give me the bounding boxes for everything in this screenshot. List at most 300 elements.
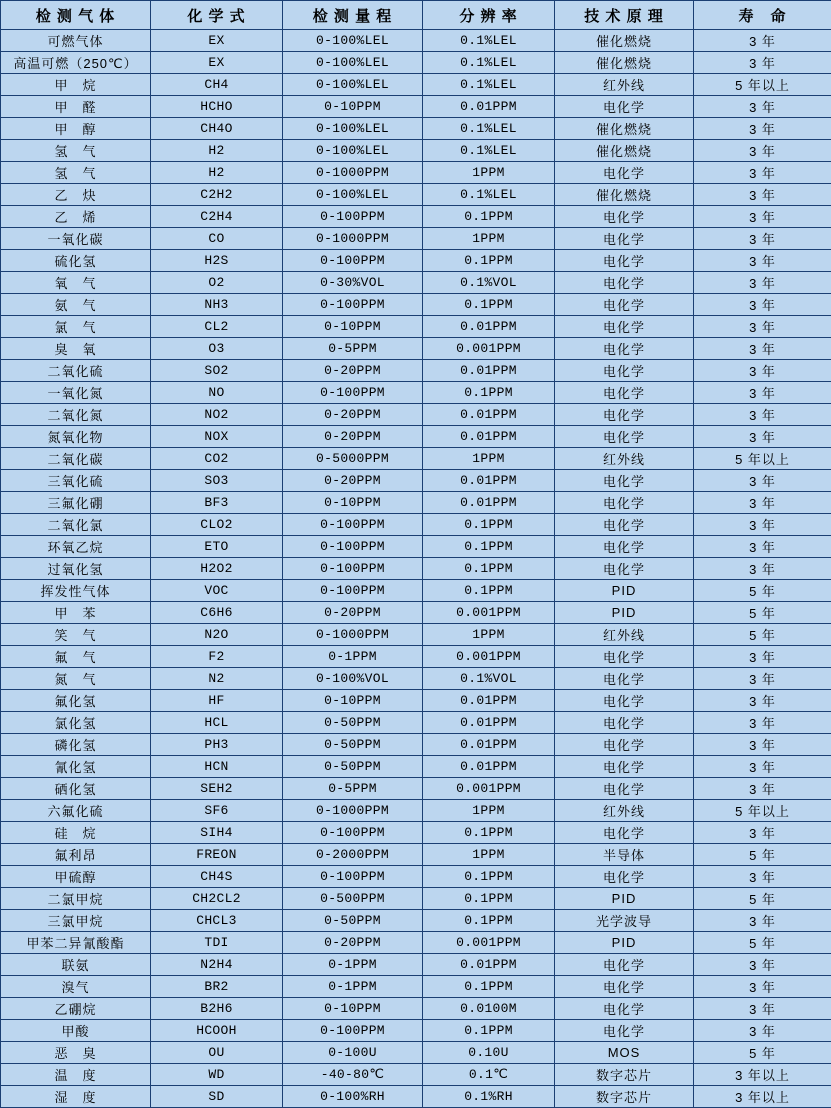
cell-chemical-formula: C6H6 <box>151 602 283 624</box>
table-row <box>1 602 831 624</box>
table-row <box>1 558 831 580</box>
table-row <box>1 712 831 734</box>
cell-resolution: 0.01PPM <box>423 756 555 778</box>
cell-technical-principle: 催化燃烧 <box>555 52 694 74</box>
cell-gas-name: 甲 苯 <box>1 602 151 624</box>
cell-chemical-formula: CLO2 <box>151 514 283 536</box>
table-row <box>1 470 831 492</box>
cell-detection-range: 0-100%RH <box>283 1086 423 1108</box>
cell-detection-range: 0-1000PPM <box>283 800 423 822</box>
cell-lifetime: 3 年 <box>694 558 831 580</box>
cell-technical-principle: 电化学 <box>555 514 694 536</box>
table-header <box>1 1 831 30</box>
cell-technical-principle: 电化学 <box>555 162 694 184</box>
cell-gas-name: 过氧化氢 <box>1 558 151 580</box>
column-header-formula: 化 学 式 <box>151 1 283 30</box>
cell-lifetime: 3 年 <box>694 822 831 844</box>
cell-chemical-formula: WD <box>151 1064 283 1086</box>
cell-gas-name: 二氧化硫 <box>1 360 151 382</box>
cell-lifetime: 5 年 <box>694 1042 831 1064</box>
cell-chemical-formula: HCHO <box>151 96 283 118</box>
cell-resolution: 0.001PPM <box>423 602 555 624</box>
cell-technical-principle: 电化学 <box>555 668 694 690</box>
cell-technical-principle: 电化学 <box>555 976 694 998</box>
cell-technical-principle: 电化学 <box>555 338 694 360</box>
cell-technical-principle: 光学波导 <box>555 910 694 932</box>
cell-detection-range: 0-1PPM <box>283 954 423 976</box>
cell-gas-name: 三氧化硫 <box>1 470 151 492</box>
cell-chemical-formula: C2H2 <box>151 184 283 206</box>
cell-gas-name: 硫化氢 <box>1 250 151 272</box>
cell-chemical-formula: SO3 <box>151 470 283 492</box>
table-row <box>1 404 831 426</box>
cell-gas-name: 二氧化氯 <box>1 514 151 536</box>
table-row <box>1 844 831 866</box>
cell-chemical-formula: OU <box>151 1042 283 1064</box>
cell-detection-range: 0-100%LEL <box>283 184 423 206</box>
cell-technical-principle: 电化学 <box>555 492 694 514</box>
table-row <box>1 932 831 954</box>
cell-lifetime: 3 年 <box>694 250 831 272</box>
table-row <box>1 140 831 162</box>
cell-technical-principle: 数字芯片 <box>555 1064 694 1086</box>
cell-technical-principle: 电化学 <box>555 404 694 426</box>
cell-detection-range: 0-50PPM <box>283 712 423 734</box>
cell-technical-principle: 电化学 <box>555 734 694 756</box>
cell-detection-range: 0-50PPM <box>283 910 423 932</box>
cell-resolution: 0.01PPM <box>423 492 555 514</box>
table-row <box>1 778 831 800</box>
cell-lifetime: 3 年 <box>694 316 831 338</box>
cell-resolution: 0.1%VOL <box>423 272 555 294</box>
cell-technical-principle: 电化学 <box>555 206 694 228</box>
cell-technical-principle: 电化学 <box>555 822 694 844</box>
table-row <box>1 118 831 140</box>
cell-detection-range: 0-100PPM <box>283 250 423 272</box>
cell-gas-name: 甲苯二异氰酸酯 <box>1 932 151 954</box>
cell-resolution: 0.001PPM <box>423 778 555 800</box>
cell-resolution: 0.01PPM <box>423 426 555 448</box>
table-row <box>1 184 831 206</box>
cell-chemical-formula: NO2 <box>151 404 283 426</box>
cell-chemical-formula: H2S <box>151 250 283 272</box>
table-row <box>1 52 831 74</box>
cell-detection-range: 0-1PPM <box>283 646 423 668</box>
cell-gas-name: 氢 气 <box>1 140 151 162</box>
cell-lifetime: 5 年 <box>694 888 831 910</box>
cell-gas-name: 甲 醇 <box>1 118 151 140</box>
cell-technical-principle: 电化学 <box>555 228 694 250</box>
cell-lifetime: 5 年以上 <box>694 74 831 96</box>
cell-resolution: 0.1%LEL <box>423 52 555 74</box>
cell-lifetime: 5 年 <box>694 602 831 624</box>
cell-chemical-formula: HCL <box>151 712 283 734</box>
table-row <box>1 756 831 778</box>
cell-technical-principle: PID <box>555 602 694 624</box>
cell-detection-range: 0-10PPM <box>283 690 423 712</box>
cell-lifetime: 3 年 <box>694 404 831 426</box>
cell-lifetime: 3 年 <box>694 52 831 74</box>
cell-gas-name: 氯化氢 <box>1 712 151 734</box>
cell-lifetime: 3 年 <box>694 756 831 778</box>
cell-chemical-formula: HCOOH <box>151 1020 283 1042</box>
cell-detection-range: 0-100PPM <box>283 580 423 602</box>
cell-detection-range: 0-10PPM <box>283 492 423 514</box>
cell-chemical-formula: NOX <box>151 426 283 448</box>
cell-lifetime: 5 年 <box>694 932 831 954</box>
cell-technical-principle: 数字芯片 <box>555 1086 694 1108</box>
cell-resolution: 0.1PPM <box>423 294 555 316</box>
cell-technical-principle: 电化学 <box>555 866 694 888</box>
cell-resolution: 1PPM <box>423 844 555 866</box>
cell-gas-name: 高温可燃（250℃） <box>1 52 151 74</box>
cell-detection-range: 0-20PPM <box>283 360 423 382</box>
cell-gas-name: 硒化氢 <box>1 778 151 800</box>
cell-technical-principle: 红外线 <box>555 74 694 96</box>
cell-detection-range: 0-1PPM <box>283 976 423 998</box>
cell-resolution: 0.1%LEL <box>423 74 555 96</box>
cell-chemical-formula: CL2 <box>151 316 283 338</box>
cell-lifetime: 3 年 <box>694 272 831 294</box>
cell-lifetime: 3 年 <box>694 1020 831 1042</box>
cell-chemical-formula: CO <box>151 228 283 250</box>
cell-resolution: 0.001PPM <box>423 646 555 668</box>
cell-technical-principle: 电化学 <box>555 426 694 448</box>
table-row <box>1 162 831 184</box>
cell-resolution: 1PPM <box>423 162 555 184</box>
cell-gas-name: 氮氧化物 <box>1 426 151 448</box>
cell-resolution: 0.01PPM <box>423 470 555 492</box>
cell-detection-range: 0-100PPM <box>283 514 423 536</box>
cell-chemical-formula: N2 <box>151 668 283 690</box>
cell-gas-name: 臭 氧 <box>1 338 151 360</box>
cell-lifetime: 3 年 <box>694 910 831 932</box>
column-header-gas: 检 测 气 体 <box>1 1 151 30</box>
table-row <box>1 448 831 470</box>
cell-resolution: 0.01PPM <box>423 734 555 756</box>
cell-detection-range: 0-100PPM <box>283 294 423 316</box>
cell-detection-range: 0-10PPM <box>283 96 423 118</box>
cell-chemical-formula: C2H4 <box>151 206 283 228</box>
table-row <box>1 492 831 514</box>
table-row <box>1 514 831 536</box>
cell-chemical-formula: PH3 <box>151 734 283 756</box>
cell-lifetime: 3 年 <box>694 118 831 140</box>
cell-technical-principle: 电化学 <box>555 712 694 734</box>
cell-gas-name: 氧 气 <box>1 272 151 294</box>
cell-gas-name: 磷化氢 <box>1 734 151 756</box>
cell-chemical-formula: SD <box>151 1086 283 1108</box>
column-header-resolution: 分 辨 率 <box>423 1 555 30</box>
cell-resolution: 0.01PPM <box>423 690 555 712</box>
table-row <box>1 316 831 338</box>
cell-chemical-formula: H2O2 <box>151 558 283 580</box>
cell-lifetime: 3 年 <box>694 690 831 712</box>
table-row <box>1 1020 831 1042</box>
cell-technical-principle: 催化燃烧 <box>555 140 694 162</box>
cell-detection-range: 0-100U <box>283 1042 423 1064</box>
cell-lifetime: 3 年 <box>694 228 831 250</box>
cell-detection-range: 0-5PPM <box>283 338 423 360</box>
table-row <box>1 30 831 52</box>
cell-resolution: 0.1PPM <box>423 822 555 844</box>
cell-gas-name: 联氨 <box>1 954 151 976</box>
cell-detection-range: 0-1000PPM <box>283 228 423 250</box>
cell-gas-name: 乙 烯 <box>1 206 151 228</box>
cell-resolution: 0.01PPM <box>423 404 555 426</box>
cell-resolution: 0.1℃ <box>423 1064 555 1086</box>
cell-gas-name: 氢 气 <box>1 162 151 184</box>
cell-gas-name: 湿 度 <box>1 1086 151 1108</box>
table-row <box>1 866 831 888</box>
cell-lifetime: 3 年以上 <box>694 1086 831 1108</box>
cell-technical-principle: 电化学 <box>555 756 694 778</box>
cell-chemical-formula: BR2 <box>151 976 283 998</box>
column-header-lifetime: 寿 命 <box>694 1 831 30</box>
cell-resolution: 0.1PPM <box>423 206 555 228</box>
cell-detection-range: 0-100%LEL <box>283 118 423 140</box>
cell-lifetime: 3 年 <box>694 492 831 514</box>
cell-detection-range: 0-50PPM <box>283 756 423 778</box>
cell-resolution: 0.1%LEL <box>423 30 555 52</box>
cell-resolution: 0.1PPM <box>423 580 555 602</box>
cell-resolution: 0.01PPM <box>423 954 555 976</box>
cell-chemical-formula: N2O <box>151 624 283 646</box>
table-row <box>1 1086 831 1108</box>
cell-detection-range: 0-1000PPM <box>283 624 423 646</box>
cell-gas-name: 三氟化硼 <box>1 492 151 514</box>
cell-chemical-formula: HCN <box>151 756 283 778</box>
cell-technical-principle: PID <box>555 888 694 910</box>
table-row <box>1 206 831 228</box>
cell-gas-name: 硅 烷 <box>1 822 151 844</box>
cell-detection-range: 0-100%VOL <box>283 668 423 690</box>
column-header-principle: 技 术 原 理 <box>555 1 694 30</box>
cell-technical-principle: 电化学 <box>555 470 694 492</box>
cell-detection-range: 0-5PPM <box>283 778 423 800</box>
cell-chemical-formula: CH4S <box>151 866 283 888</box>
cell-resolution: 0.01PPM <box>423 316 555 338</box>
cell-chemical-formula: EX <box>151 52 283 74</box>
cell-detection-range: 0-100PPM <box>283 866 423 888</box>
cell-resolution: 1PPM <box>423 448 555 470</box>
cell-technical-principle: 红外线 <box>555 800 694 822</box>
cell-detection-range: 0-1000PPM <box>283 162 423 184</box>
cell-resolution: 0.1PPM <box>423 558 555 580</box>
table-row <box>1 624 831 646</box>
cell-detection-range: 0-100PPM <box>283 822 423 844</box>
column-header-range: 检 测 量 程 <box>283 1 423 30</box>
cell-chemical-formula: SO2 <box>151 360 283 382</box>
cell-resolution: 0.1%RH <box>423 1086 555 1108</box>
table-row <box>1 96 831 118</box>
cell-technical-principle: 电化学 <box>555 96 694 118</box>
table-row <box>1 822 831 844</box>
cell-detection-range: 0-20PPM <box>283 602 423 624</box>
cell-gas-name: 三氯甲烷 <box>1 910 151 932</box>
table-row <box>1 954 831 976</box>
cell-chemical-formula: H2 <box>151 162 283 184</box>
cell-chemical-formula: CH4 <box>151 74 283 96</box>
table-body <box>1 30 831 1108</box>
cell-detection-range: 0-100PPM <box>283 382 423 404</box>
cell-chemical-formula: TDI <box>151 932 283 954</box>
table-row <box>1 250 831 272</box>
cell-gas-name: 乙硼烷 <box>1 998 151 1020</box>
cell-resolution: 0.1PPM <box>423 866 555 888</box>
table-row <box>1 690 831 712</box>
cell-chemical-formula: BF3 <box>151 492 283 514</box>
cell-resolution: 0.1%LEL <box>423 118 555 140</box>
cell-technical-principle: PID <box>555 580 694 602</box>
cell-resolution: 0.1%LEL <box>423 140 555 162</box>
cell-detection-range: 0-100PPM <box>283 558 423 580</box>
table-row <box>1 228 831 250</box>
table-row <box>1 976 831 998</box>
cell-lifetime: 3 年 <box>694 712 831 734</box>
cell-resolution: 0.01PPM <box>423 712 555 734</box>
table-row <box>1 998 831 1020</box>
cell-lifetime: 3 年 <box>694 30 831 52</box>
cell-chemical-formula: CH4O <box>151 118 283 140</box>
table-row <box>1 294 831 316</box>
cell-gas-name: 环氧乙烷 <box>1 536 151 558</box>
cell-chemical-formula: ETO <box>151 536 283 558</box>
cell-resolution: 0.1%LEL <box>423 184 555 206</box>
table-row <box>1 1042 831 1064</box>
cell-technical-principle: 电化学 <box>555 646 694 668</box>
cell-lifetime: 3 年 <box>694 998 831 1020</box>
cell-detection-range: -40-80℃ <box>283 1064 423 1086</box>
cell-technical-principle: 半导体 <box>555 844 694 866</box>
cell-gas-name: 二氧化碳 <box>1 448 151 470</box>
cell-lifetime: 3 年 <box>694 426 831 448</box>
cell-lifetime: 3 年 <box>694 646 831 668</box>
cell-technical-principle: 电化学 <box>555 998 694 1020</box>
cell-technical-principle: 电化学 <box>555 250 694 272</box>
cell-lifetime: 3 年 <box>694 778 831 800</box>
cell-technical-principle: 电化学 <box>555 1020 694 1042</box>
table-row <box>1 800 831 822</box>
cell-technical-principle: 电化学 <box>555 360 694 382</box>
table-row <box>1 668 831 690</box>
cell-gas-name: 乙 炔 <box>1 184 151 206</box>
cell-lifetime: 3 年 <box>694 514 831 536</box>
table-row <box>1 580 831 602</box>
cell-chemical-formula: CHCL3 <box>151 910 283 932</box>
cell-resolution: 0.10U <box>423 1042 555 1064</box>
cell-chemical-formula: NH3 <box>151 294 283 316</box>
cell-detection-range: 0-100PPM <box>283 206 423 228</box>
cell-resolution: 0.1PPM <box>423 514 555 536</box>
cell-technical-principle: 电化学 <box>555 294 694 316</box>
cell-resolution: 0.1PPM <box>423 382 555 404</box>
cell-technical-principle: 电化学 <box>555 272 694 294</box>
cell-lifetime: 3 年 <box>694 954 831 976</box>
cell-resolution: 0.1PPM <box>423 250 555 272</box>
cell-chemical-formula: B2H6 <box>151 998 283 1020</box>
cell-gas-name: 二氯甲烷 <box>1 888 151 910</box>
cell-detection-range: 0-100PPM <box>283 1020 423 1042</box>
cell-resolution: 0.1%VOL <box>423 668 555 690</box>
cell-lifetime: 3 年 <box>694 206 831 228</box>
cell-detection-range: 0-10PPM <box>283 998 423 1020</box>
cell-lifetime: 3 年 <box>694 668 831 690</box>
cell-detection-range: 0-100%LEL <box>283 140 423 162</box>
cell-resolution: 1PPM <box>423 624 555 646</box>
table-header-row <box>1 1 831 30</box>
cell-gas-name: 甲硫醇 <box>1 866 151 888</box>
table-row <box>1 910 831 932</box>
cell-resolution: 0.01PPM <box>423 360 555 382</box>
cell-technical-principle: MOS <box>555 1042 694 1064</box>
cell-resolution: 0.1PPM <box>423 976 555 998</box>
cell-detection-range: 0-100%LEL <box>283 30 423 52</box>
cell-gas-name: 氯 气 <box>1 316 151 338</box>
cell-lifetime: 3 年 <box>694 382 831 404</box>
cell-lifetime: 3 年 <box>694 96 831 118</box>
cell-chemical-formula: HF <box>151 690 283 712</box>
cell-technical-principle: 电化学 <box>555 690 694 712</box>
cell-lifetime: 5 年 <box>694 580 831 602</box>
cell-lifetime: 3 年 <box>694 140 831 162</box>
table-row <box>1 646 831 668</box>
cell-chemical-formula: SEH2 <box>151 778 283 800</box>
cell-gas-name: 溴气 <box>1 976 151 998</box>
cell-lifetime: 3 年 <box>694 866 831 888</box>
cell-technical-principle: 电化学 <box>555 558 694 580</box>
cell-detection-range: 0-20PPM <box>283 426 423 448</box>
cell-technical-principle: 催化燃烧 <box>555 30 694 52</box>
cell-technical-principle: 催化燃烧 <box>555 184 694 206</box>
cell-chemical-formula: CH2CL2 <box>151 888 283 910</box>
cell-lifetime: 5 年 <box>694 624 831 646</box>
cell-lifetime: 5 年 <box>694 844 831 866</box>
cell-technical-principle: PID <box>555 932 694 954</box>
cell-resolution: 1PPM <box>423 800 555 822</box>
cell-resolution: 0.1PPM <box>423 910 555 932</box>
cell-chemical-formula: N2H4 <box>151 954 283 976</box>
table-row <box>1 272 831 294</box>
cell-detection-range: 0-50PPM <box>283 734 423 756</box>
cell-gas-name: 可燃气体 <box>1 30 151 52</box>
cell-gas-name: 氟 气 <box>1 646 151 668</box>
table-row <box>1 888 831 910</box>
cell-gas-name: 六氟化硫 <box>1 800 151 822</box>
cell-technical-principle: 催化燃烧 <box>555 118 694 140</box>
cell-gas-name: 氰化氢 <box>1 756 151 778</box>
cell-resolution: 0.001PPM <box>423 932 555 954</box>
cell-chemical-formula: SIH4 <box>151 822 283 844</box>
cell-gas-name: 甲 烷 <box>1 74 151 96</box>
cell-detection-range: 0-2000PPM <box>283 844 423 866</box>
cell-chemical-formula: CO2 <box>151 448 283 470</box>
cell-detection-range: 0-100%LEL <box>283 74 423 96</box>
cell-chemical-formula: VOC <box>151 580 283 602</box>
cell-lifetime: 3 年 <box>694 338 831 360</box>
cell-gas-name: 一氧化氮 <box>1 382 151 404</box>
cell-gas-name: 甲酸 <box>1 1020 151 1042</box>
cell-chemical-formula: FREON <box>151 844 283 866</box>
cell-technical-principle: 电化学 <box>555 382 694 404</box>
cell-resolution: 0.1PPM <box>423 536 555 558</box>
cell-lifetime: 3 年 <box>694 162 831 184</box>
cell-resolution: 0.1PPM <box>423 888 555 910</box>
cell-detection-range: 0-5000PPM <box>283 448 423 470</box>
cell-gas-name: 二氧化氮 <box>1 404 151 426</box>
table-row <box>1 338 831 360</box>
cell-chemical-formula: O2 <box>151 272 283 294</box>
